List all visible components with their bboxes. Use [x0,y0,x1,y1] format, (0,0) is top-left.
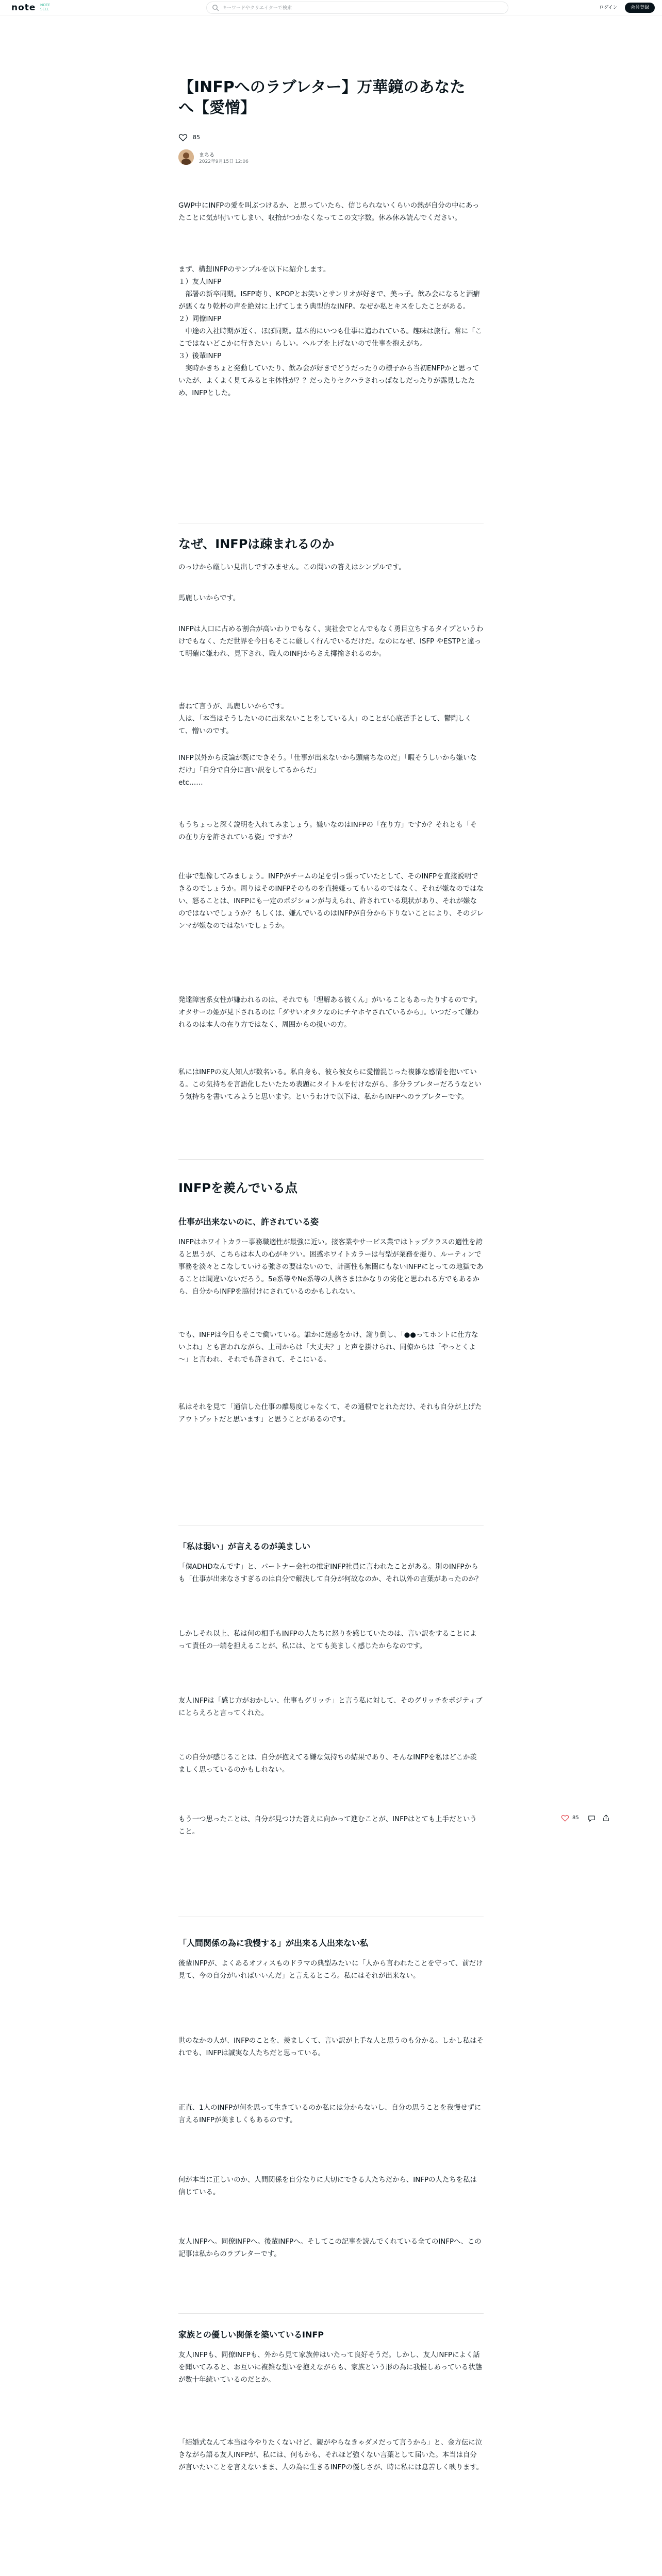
body-paragraph: 正直、1人のINFPが何を思って生きているのか私には分からないし、自分の思うことを我慢せずに言えるINFPが美ましくもあるのです。 [178,2104,482,2124]
subsection-heading: 「私は弱い」が言えるのが美ましい [178,1541,311,1551]
section-heading: なぜ、INFPは疎まれるのか [178,537,335,551]
like-count: 85 [193,134,200,141]
body-paragraph: INFPはホワイトカラー事務職適性が最強に近い。接客業やサービス業ではトップクラスの適性を誇ると思うが、こちらは本人の心がキツい。困惑ホワイトカラーは与型が業務を擬り、ルーティンで事務を淡々とこなしていける強さの要はないので、計画性も無闇にもないINFPにとっての地獄であることは間違いないだろう。5e系等やNe系等の人格さまはかなりの劣化と思われる方でもあるから、自分からINFPを脇付けにされているのかもしれない。 [178,1239,484,1296]
intro-paragraph: GWP中にINFPの愛を叫ぶつけるか、と思っていたら、信じられないくらいの熱が自分の中にあったことに気が付いてしまい、収拾がつかなくなってこの文字数。休み休み読んでください。 [178,202,479,222]
subsection-heading: 仕事が出来ないのに、許されている姿 [178,1217,319,1227]
avatar[interactable] [178,149,194,165]
body-paragraph: 何が本当に正しいのか、人間関係を自分なりに大切にできる人たちだから、INFPの人たちを私は信じている。 [178,2176,477,2196]
divider [178,1159,484,1160]
section-heading: INFPを羨んでいる点 [178,1181,297,1195]
body-paragraph: 友人INFPへ。同僚INFPへ。後輩INFPへ。そしてこの記事を読んでくれている全てのINFPへ、この記事は私からのラブレターです。 [178,2238,482,2258]
body-paragraph: この自分が感じることは、自分が抱えてる嫌な気持ちの結果であり、そんなINFPを私はどこか羨ましく思っているのかもしれない。 [178,1754,477,1774]
body-paragraph: INFPは人口に占める割合が高いわりでもなく、実社会でとんでもなく勇目立ちするタイプというわけでもなく、ただ世界を今日もそこに厳しく行んでいるだけだ。なのになぜ、ISFP やESTPと違って明確に嫌われ、見下され、職人のINFJからさえ揶揄されるのか。 [178,625,484,658]
search-box[interactable] [206,2,508,14]
login-button[interactable]: ログイン [599,5,618,10]
body-paragraph: 私にはINFPの友人知人が数名いる。私自身も、彼ら彼女らに愛憎混じった複雑な感情を抱いている。この気持ちを言語化したいたため表題にタイトルを付けながら、多分ラブレターだろうなという気持ちを書いてみようと思います。というわけで以下は、私からINFPへのラブレターです。 [178,1069,482,1101]
note-logo[interactable]: note [11,3,36,13]
body-paragraph: もう一つ思ったことは、自分が見つけた答えに向かって進むことが、INFPはとても上手だということ。 [178,1816,477,1836]
body-paragraph: 「僕ADHDなんです」と、パートナー会社の推定INFP社員に言われたことがある。別のINFPからも「仕事が出来なさすぎるのは自分で解決して自分が何故なのか、それ以外の言葉があったのか？ [178,1563,483,1583]
body-paragraph: でも、INFPは今日もそこで働いている。誰かに迷惑をかけ、謝り倒し、「●●ってホントに仕方ないよね」とも言われながら、上司からは「大丈夫？」と声を掛けられ、同僚からは「やっとくよ～」と言われ、それでも許されて、そこにいる。 [178,1331,478,1364]
signup-button[interactable]: 会員登録 [625,3,655,13]
author-info[interactable] [178,149,333,166]
body-paragraph: 「結婚式なんて本当は今やりたくないけど、親がやらなきゃダメだって言うから」と、金方伝に泣きながら語る友人INFPが、私には、何もかも、それほど強くない言葉として届いた。本当は自分が言いたいことを言えないまま、人の為に生きるINFPの優しさが、時に私には息苦しく映ります。 [178,2439,484,2471]
site-header [0,0,662,15]
avatar-image-icon [178,149,194,165]
share-icon[interactable] [602,1814,610,1822]
body-paragraph: 後輩INFPが、よくあるオフィスものドラマの典型みたいに「人から言われたことを守って、前だけ見て、今の自分がいればいいんだ」と言えるところ。私にはそれが出来ない。 [178,1960,483,1980]
floating-like-count: 85 [572,1815,579,1821]
body-paragraph: 私はそれを見て「通信した仕事の離易度じゃなくて、その通根でとれただけ、それも自分が上げたアウトプットだと思います」と思うことがあるのです。 [178,1403,482,1423]
body-paragraph: 発達障害系女性が嫌われるのは、それでも「理解ある彼くん」がいることもあったりするのです。オタサーの姫が見下されるのは「ダサいオタクなのにチヤホヤされているから」。いつだって嫌われるのは本人の在り方ではなく、周囲からの扱いの方。 [178,996,482,1029]
body-paragraph: しかしそれ以上、私は何の相手もINFPの人たちに怒りを感じていたのは、言い訳をすることによって責任の一端を担えることが、私には、とても美ましく感じたからなのです。 [178,1630,477,1650]
author-name[interactable]: まちる [199,152,214,158]
floating-actions [561,1814,623,1824]
body-paragraph: INFP以外から反論が既にできそう。「仕事が出来ないから頭痛ちなのだ」「暇そうしいから嫌いなだけ」「自分で自分に言い訳をしてるからだ」 etc…… [178,754,477,787]
subsection-heading: 「人間関係の為に我慢する」が出来る人出来ない私 [178,1938,369,1948]
article-title: 【INFPへのラブレター】万華鏡のあなたへ【愛憎】 [178,78,466,117]
post-date: 2022年9月15日 12:06 [199,159,249,164]
body-paragraph: もうちょっと深く説明を入れてみましょう。嫌いなのはINFPの「在り方」ですか？それとも「その在り方を許されている姿」ですか？ [178,821,477,841]
body-paragraph: 世のなかの人が、INFPのことを、羨ましくて、言い訳が上手な人と思うのも分かる。しかし私はそれでも、INFPは誠実な人たちだと思っている。 [178,2037,484,2057]
logo-sub-badge: NOTE SELL [40,3,51,11]
body-paragraph: 仕事で想像してみましょう。INFPがチームの足を引っ張っていたとして、そのINFPを直接説明できるのでしょうか。周りはそのINFPそのものを直接嫌ってもいるのではなく、それが嫌なのではない、怒ることは、INFPにも一定のポジションが与えられ、許されている現状があり、それが嫌なのではないでしょうか？もしくは、嫌んでいるのはINFPが自分から下りないことにより、そのジレンマが嫌なのではないでしょうか。 [178,873,484,930]
body-paragraph: のっけから厳しい見出しですみません。この問いの答えはシンプルです。 [178,564,406,571]
body-paragraph: 馬鹿しいからです。 [178,595,240,602]
subsection-heading: 家族との優しい関係を築いているINFP [178,2330,324,2340]
search-input[interactable] [222,4,501,12]
divider [178,2313,484,2314]
body-paragraph: 書ねて言うが、馬鹿しいからです。 人は、「本当はそうしたいのに出来ないことをしている人」のことが心底苦手として、鬱陶しくて、憎いのです。 [178,703,472,735]
body-paragraph: 友人INFPも、同僚INFPも、外から見て家族仲はいたって良好そうだ。しかし、友人INFPによく話を聞いてみると、お互いに複雑な想いを抱えながらも、家族という形の為に我慢しあっている状態が数十年続いているのだとか。 [178,2351,483,2384]
heart-icon[interactable] [178,133,188,142]
search-icon [212,4,219,11]
heart-icon[interactable] [561,1814,569,1822]
comment-icon[interactable] [588,1815,595,1822]
intro-paragraph: まず、構想INFPのサンプルを以下に紹介します。 １）友人INFP 部署の新卒同期。ISFP寄り、KPOPとお笑いとサンリオが好きで、美っ子。飲み会になると酒癖が悪くなり乾杯の声を絶対に上げてしまう典型的なINFP。なぜか私とキスをしたことがある。 ２）同僚INFP 中途の入社時期が近く、ほぼ同期。基本的にいつも仕事に追われている。趣味は旅行。常に「ここではないどこかに行きたい」らしい。ヘルプを上げないので仕事を抱えがち。 ３）後輩INFP 実時かきちょと発動していたり、飲み会が好きでどうだったりの様子から当初ENFPかと思っていたが、よくよく見てみると主体性が？？だったりセクハラされっぱなしだったりが露見したため、INFPとした。 [178,266,482,397]
body-paragraph: 友人INFPは「感じ方がおかしい、仕事もグリッチ」と言う私に対して、そのグリッチをポジティブにとらえろと言ってくれた。 [178,1697,483,1717]
divider [178,1525,484,1526]
